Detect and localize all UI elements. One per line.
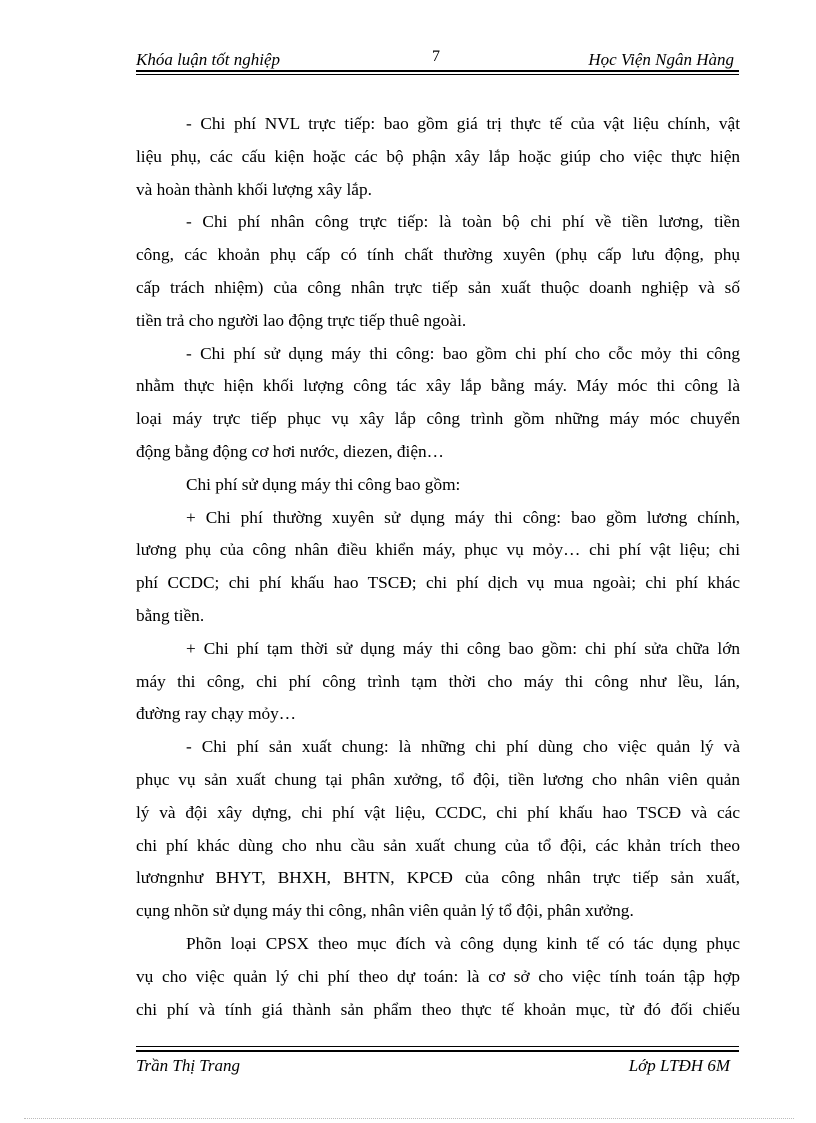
text-line: - Chi phí NVL trực tiếp: bao gồm giá trị thực tế của vật liệu chính, vật <box>186 114 740 133</box>
text-line: liệu phụ, các cấu kiện hoặc các bộ phận xây lắp hoặc giúp cho việc thực hiện <box>136 146 740 166</box>
text-line: - Chi phí nhân công trực tiếp: là toàn bộ chi phí về tiền lương, tiền <box>186 212 740 232</box>
text-line: vụ cho việc quản lý chi phí theo dự toán: là cơ sở cho việc tính toán tập hợp <box>136 966 740 986</box>
header-institution: Học Viện Ngân Hàng <box>588 50 734 69</box>
page-number: 7 <box>432 48 440 65</box>
text-line: công, các khoản phụ cấp có tính chất thường xuyên (phụ cấp lưu động, phụ <box>136 245 740 265</box>
footer-author: Trần Thị Trang <box>136 1056 240 1075</box>
text-line: + Chi phí tạm thời sử dụng máy thi công bao gồm: chi phí sửa chữa lớn <box>186 638 740 658</box>
text-line: động bằng động cơ hơi nước, diezen, điện… <box>136 441 444 461</box>
text-line: lý và đội xây dựng, chi phí vật liệu, CCDC, chi phí khấu hao TSCĐ và các <box>136 802 740 822</box>
body-text <box>136 108 740 1026</box>
text-line: Chi phí sử dụng máy thi công bao gồm: <box>186 474 461 494</box>
text-line: - Chi phí sản xuất chung: là những chi phí dùng cho việc quản lý và <box>186 737 740 757</box>
text-line: bằng tiền. <box>136 605 205 625</box>
text-line: và hoàn thành khối lượng xây lắp. <box>136 179 372 199</box>
page-header <box>136 46 736 72</box>
text-line: chi phí khác dùng cho nhu cầu sản xuất chung của tổ đội, các khản trích theo <box>136 835 740 855</box>
footer-rule-thin <box>136 1046 739 1047</box>
header-rule <box>136 70 739 72</box>
text-line: Phõn loại CPSX theo mục đích và công dụng kinh tế có tác dụng phục <box>186 933 740 953</box>
text-line: nhằm thực hiện khối lượng công tác xây lắp bằng máy. Máy móc thi công là <box>136 376 740 396</box>
footer-rule <box>136 1050 739 1052</box>
text-line: + Chi phí thường xuyên sử dụng máy thi công: bao gồm lương chính, <box>186 507 740 527</box>
text-line: máy thi công, chi phí công trình tạm thời cho máy thi công như lều, lán, <box>136 671 740 691</box>
text-line: đường ray chạy mỏy… <box>136 704 297 724</box>
header-rule-thin <box>136 74 739 75</box>
footer-class: Lớp LTĐH 6M <box>628 1056 730 1075</box>
text-line: cấp trách nhiệm) của công nhân trực tiếp sản xuất thuộc doanh nghiệp và số <box>136 277 740 297</box>
text-line: tiền trả cho người lao động trực tiếp thuê ngoài. <box>136 310 467 330</box>
text-line: phục vụ sản xuất chung tại phân xưởng, tổ đội, tiền lương cho nhân viên quản <box>136 769 740 789</box>
text-line: lươngnhư BHYT, BHXH, BHTN, KPCĐ của công nhân trực tiếp sản xuất, <box>136 868 740 888</box>
text-line: lương phụ của công nhân điều khiển máy, phục vụ mỏy… chi phí vật liệu; chi <box>136 540 740 560</box>
text-line: loại máy trực tiếp phục vụ xây lắp công trình gồm những máy móc chuyển <box>136 409 740 429</box>
text-line: phí CCDC; chi phí khấu hao TSCĐ; chi phí dịch vụ mua ngoài; chi phí khác <box>136 573 740 593</box>
header-thesis-title: Khóa luận tốt nghiệp <box>136 50 281 69</box>
text-line: chi phí và tính giá thành sản phẩm theo thực tế khoản mục, từ đó đối chiếu <box>136 999 740 1019</box>
text-line: cụng nhõn sử dụng máy thi công, nhân viên quản lý tổ đội, phân xưởng. <box>136 901 634 921</box>
page-edge-divider <box>24 1118 794 1119</box>
text-line: - Chi phí sử dụng máy thi công: bao gồm chi phí cho cỗc mỏy thi công <box>186 343 740 363</box>
